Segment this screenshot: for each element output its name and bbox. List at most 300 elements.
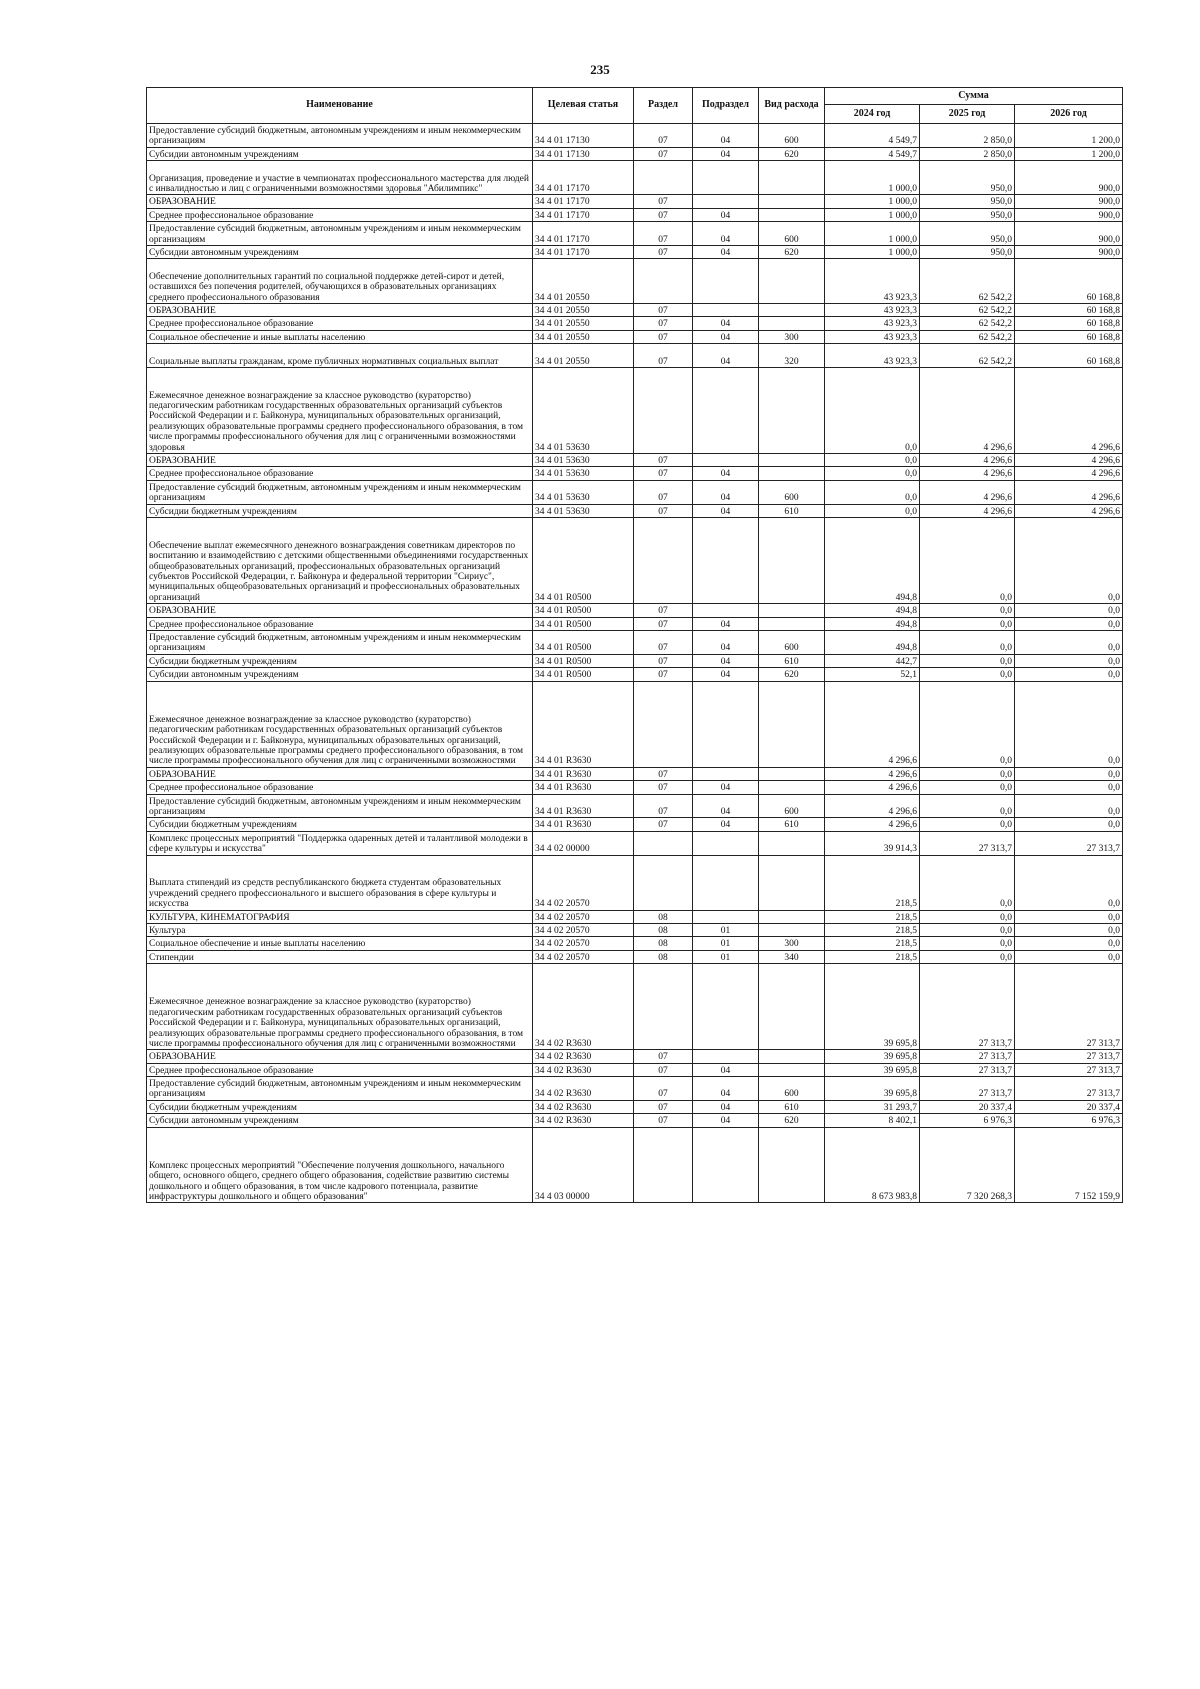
row-sum-2025: 0,0: [920, 767, 1015, 780]
row-target-article: 34 4 01 20550: [533, 344, 634, 368]
row-subsection: 04: [693, 631, 759, 655]
row-sum-2026: 4 296,6: [1015, 367, 1123, 453]
row-section: 07: [634, 1063, 693, 1076]
row-sum-2024: 4 296,6: [825, 818, 920, 831]
row-sum-2026: 0,0: [1015, 910, 1123, 923]
row-target-article: 34 4 01 R0500: [533, 668, 634, 681]
row-section: 07: [634, 654, 693, 667]
header-section: Раздел: [634, 88, 693, 124]
row-section: 07: [634, 781, 693, 794]
row-target-article: 34 4 01 17130: [533, 147, 634, 160]
row-subsection: 04: [693, 222, 759, 246]
row-target-article: 34 4 02 R3630: [533, 1063, 634, 1076]
row-sum-2025: 62 542,2: [920, 303, 1015, 316]
row-target-article: 34 4 01 R3630: [533, 681, 634, 767]
row-sum-2024: 0,0: [825, 367, 920, 453]
table-row: [147, 617, 1123, 630]
row-expense-type: 610: [759, 818, 825, 831]
row-sum-2024: 494,8: [825, 518, 920, 604]
row-sum-2025: 950,0: [920, 161, 1015, 195]
row-sum-2026: 0,0: [1015, 767, 1123, 780]
row-section: 07: [634, 467, 693, 480]
row-sum-2026: 0,0: [1015, 855, 1123, 910]
row-subsection: 04: [693, 781, 759, 794]
row-name: Комплекс процессных мероприятий "Обеспечение получения дошкольного, начального общего, основного общего, среднего общего образования, содействие развитию системы дошкольного и общего образования, в том числе кадрового потенциала, развитие инфраструктуры дошкольного и общего образования": [147, 1127, 533, 1203]
row-sum-2025: 950,0: [920, 208, 1015, 221]
row-target-article: 34 4 01 53630: [533, 504, 634, 517]
row-sum-2026: 0,0: [1015, 654, 1123, 667]
row-target-article: 34 4 01 R3630: [533, 781, 634, 794]
table-row: [147, 303, 1123, 316]
table-row: [147, 367, 1123, 453]
row-name: Ежемесячное денежное вознаграждение за классное руководство (кураторство) педагогическим работникам государственных образовательных организаций субъектов Российской Федерации и г. Байконура, муниципальных образовательных организаций, реализующих образовательные программы среднего профессионального образования, в том числе программы профессионального обучения для лиц с ограниченными возможностями здоровья: [147, 367, 533, 453]
row-target-article: 34 4 02 20570: [533, 855, 634, 910]
table-row: [147, 781, 1123, 794]
row-target-article: 34 4 02 20570: [533, 923, 634, 936]
row-sum-2026: 0,0: [1015, 923, 1123, 936]
row-name: Обеспечение дополнительных гарантий по социальной поддержке детей-сирот и детей, оставшихся без попечения родителей, обучающихся в образовательных организациях среднего профессионального образования: [147, 259, 533, 304]
row-sum-2025: 4 296,6: [920, 504, 1015, 517]
row-sum-2024: 4 549,7: [825, 124, 920, 148]
row-sum-2024: 43 923,3: [825, 344, 920, 368]
row-sum-2025: 0,0: [920, 604, 1015, 617]
row-sum-2026: 0,0: [1015, 818, 1123, 831]
row-sum-2024: 1 000,0: [825, 161, 920, 195]
row-name: ОБРАЗОВАНИЕ: [147, 1050, 533, 1063]
row-subsection: 04: [693, 818, 759, 831]
row-sum-2026: 900,0: [1015, 161, 1123, 195]
row-sum-2025: 950,0: [920, 222, 1015, 246]
row-expense-type: [759, 208, 825, 221]
row-name: Среднее профессиональное образование: [147, 617, 533, 630]
row-name: Субсидии бюджетным учреждениям: [147, 504, 533, 517]
table-row: [147, 1100, 1123, 1113]
row-expense-type: 620: [759, 147, 825, 160]
row-target-article: 34 4 01 R3630: [533, 818, 634, 831]
row-section: 07: [634, 147, 693, 160]
table-row: [147, 831, 1123, 855]
row-sum-2026: 0,0: [1015, 631, 1123, 655]
row-name: Стипендии: [147, 950, 533, 963]
row-name: Ежемесячное денежное вознаграждение за классное руководство (кураторство) педагогическим работникам государственных образовательных организаций субъектов Российской Федерации и г. Байконура, муниципальных образовательных организаций, реализующих образовательные программы среднего профессионального образования, в том числе программы профессионального обучения для лиц с ограниченными возможностями: [147, 964, 533, 1050]
row-subsection: [693, 1127, 759, 1203]
row-sum-2024: 0,0: [825, 504, 920, 517]
row-sum-2024: 218,5: [825, 923, 920, 936]
row-expense-type: [759, 831, 825, 855]
row-subsection: 04: [693, 147, 759, 160]
row-sum-2025: 0,0: [920, 950, 1015, 963]
row-section: 07: [634, 195, 693, 208]
row-sum-2024: 8 673 983,8: [825, 1127, 920, 1203]
row-sum-2025: 0,0: [920, 668, 1015, 681]
row-section: 08: [634, 923, 693, 936]
row-expense-type: [759, 195, 825, 208]
row-section: 08: [634, 950, 693, 963]
row-sum-2024: 494,8: [825, 604, 920, 617]
row-name: ОБРАЗОВАНИЕ: [147, 454, 533, 467]
row-section: 07: [634, 1077, 693, 1101]
row-target-article: 34 4 02 20570: [533, 937, 634, 950]
row-expense-type: 610: [759, 1100, 825, 1113]
row-sum-2026: 27 313,7: [1015, 964, 1123, 1050]
row-expense-type: [759, 923, 825, 936]
row-expense-type: 600: [759, 124, 825, 148]
table-row: [147, 208, 1123, 221]
table-row: [147, 317, 1123, 330]
row-section: 07: [634, 480, 693, 504]
row-sum-2026: 7 152 159,9: [1015, 1127, 1123, 1203]
row-section: [634, 367, 693, 453]
row-expense-type: [759, 910, 825, 923]
header-expense-type: Вид расхода: [759, 88, 825, 124]
row-subsection: [693, 1050, 759, 1063]
row-expense-type: [759, 303, 825, 316]
row-sum-2026: 0,0: [1015, 950, 1123, 963]
row-name: ОБРАЗОВАНИЕ: [147, 767, 533, 780]
row-subsection: 04: [693, 344, 759, 368]
row-expense-type: 600: [759, 480, 825, 504]
row-sum-2024: 1 000,0: [825, 222, 920, 246]
row-expense-type: [759, 964, 825, 1050]
row-sum-2025: 0,0: [920, 781, 1015, 794]
row-target-article: 34 4 03 00000: [533, 1127, 634, 1203]
row-name: Среднее профессиональное образование: [147, 208, 533, 221]
row-section: [634, 964, 693, 1050]
row-name: Среднее профессиональное образование: [147, 317, 533, 330]
row-section: 08: [634, 910, 693, 923]
row-target-article: 34 4 01 53630: [533, 480, 634, 504]
row-sum-2025: 4 296,6: [920, 480, 1015, 504]
table-row: [147, 344, 1123, 368]
row-target-article: 34 4 01 17170: [533, 161, 634, 195]
row-name: ОБРАЗОВАНИЕ: [147, 604, 533, 617]
row-expense-type: [759, 617, 825, 630]
row-sum-2025: 27 313,7: [920, 1050, 1015, 1063]
row-expense-type: 340: [759, 950, 825, 963]
row-section: [634, 161, 693, 195]
row-sum-2025: 4 296,6: [920, 467, 1015, 480]
row-sum-2026: 27 313,7: [1015, 1077, 1123, 1101]
row-section: [634, 518, 693, 604]
row-sum-2025: 950,0: [920, 195, 1015, 208]
row-expense-type: 320: [759, 344, 825, 368]
row-subsection: [693, 195, 759, 208]
row-sum-2024: 52,1: [825, 668, 920, 681]
row-section: [634, 831, 693, 855]
row-sum-2024: 1 000,0: [825, 208, 920, 221]
row-subsection: 04: [693, 617, 759, 630]
row-sum-2025: 0,0: [920, 910, 1015, 923]
row-sum-2024: 31 293,7: [825, 1100, 920, 1113]
row-expense-type: [759, 781, 825, 794]
row-sum-2026: 20 337,4: [1015, 1100, 1123, 1113]
row-expense-type: [759, 259, 825, 304]
row-sum-2025: 0,0: [920, 818, 1015, 831]
row-sum-2024: 0,0: [825, 454, 920, 467]
row-target-article: 34 4 01 R3630: [533, 794, 634, 818]
table-row: [147, 1050, 1123, 1063]
row-name: ОБРАЗОВАНИЕ: [147, 195, 533, 208]
row-name: Предоставление субсидий бюджетным, автономным учреждениям и иным некоммерческим организациям: [147, 794, 533, 818]
budget-table: [146, 87, 1123, 1203]
row-subsection: 04: [693, 668, 759, 681]
table-row: [147, 454, 1123, 467]
row-section: [634, 855, 693, 910]
row-sum-2025: 2 850,0: [920, 147, 1015, 160]
row-name: Комплекс процессных мероприятий "Поддержка одаренных детей и талантливой молодежи в сфере культуры и искусства": [147, 831, 533, 855]
row-subsection: 01: [693, 937, 759, 950]
row-section: 07: [634, 631, 693, 655]
row-sum-2025: 27 313,7: [920, 831, 1015, 855]
row-sum-2024: 442,7: [825, 654, 920, 667]
row-section: 07: [634, 124, 693, 148]
row-section: 07: [634, 794, 693, 818]
row-target-article: 34 4 01 20550: [533, 303, 634, 316]
row-sum-2025: 0,0: [920, 631, 1015, 655]
row-sum-2024: 218,5: [825, 855, 920, 910]
row-expense-type: [759, 454, 825, 467]
row-subsection: [693, 767, 759, 780]
row-sum-2026: 4 296,6: [1015, 454, 1123, 467]
row-subsection: 04: [693, 467, 759, 480]
row-sum-2026: 27 313,7: [1015, 1063, 1123, 1076]
table-row: [147, 937, 1123, 950]
page-number: 235: [590, 62, 610, 77]
row-section: [634, 259, 693, 304]
row-name: Среднее профессиональное образование: [147, 781, 533, 794]
row-name: Среднее профессиональное образование: [147, 467, 533, 480]
row-section: 07: [634, 1100, 693, 1113]
row-sum-2026: 900,0: [1015, 245, 1123, 258]
row-sum-2024: 4 296,6: [825, 781, 920, 794]
row-section: [634, 681, 693, 767]
row-name: Предоставление субсидий бюджетным, автономным учреждениям и иным некоммерческим организациям: [147, 222, 533, 246]
row-sum-2026: 0,0: [1015, 937, 1123, 950]
row-sum-2025: 0,0: [920, 654, 1015, 667]
row-expense-type: [759, 467, 825, 480]
row-name: Субсидии бюджетным учреждениям: [147, 818, 533, 831]
row-sum-2024: 0,0: [825, 480, 920, 504]
row-sum-2026: 0,0: [1015, 781, 1123, 794]
row-sum-2025: 0,0: [920, 681, 1015, 767]
row-target-article: 34 4 01 R0500: [533, 631, 634, 655]
row-sum-2024: 8 402,1: [825, 1114, 920, 1127]
row-subsection: [693, 831, 759, 855]
row-subsection: [693, 303, 759, 316]
row-expense-type: 300: [759, 330, 825, 343]
row-name: Культура: [147, 923, 533, 936]
row-target-article: 34 4 01 R0500: [533, 654, 634, 667]
row-target-article: 34 4 02 R3630: [533, 1077, 634, 1101]
row-sum-2026: 900,0: [1015, 208, 1123, 221]
row-sum-2025: 0,0: [920, 617, 1015, 630]
row-sum-2024: 39 695,8: [825, 1063, 920, 1076]
row-target-article: 34 4 01 20550: [533, 330, 634, 343]
table-row: [147, 950, 1123, 963]
row-subsection: 04: [693, 1063, 759, 1076]
row-sum-2026: 4 296,6: [1015, 504, 1123, 517]
table-row: [147, 518, 1123, 604]
table-row: [147, 964, 1123, 1050]
row-section: 07: [634, 317, 693, 330]
row-sum-2024: 39 914,3: [825, 831, 920, 855]
row-name: КУЛЬТУРА, КИНЕМАТОГРАФИЯ: [147, 910, 533, 923]
row-sum-2026: 6 976,3: [1015, 1114, 1123, 1127]
row-sum-2025: 27 313,7: [920, 1063, 1015, 1076]
row-sum-2026: 60 168,8: [1015, 259, 1123, 304]
row-section: 07: [634, 1050, 693, 1063]
row-subsection: 04: [693, 1100, 759, 1113]
row-sum-2025: 20 337,4: [920, 1100, 1015, 1113]
header-2026: 2026 год: [1015, 105, 1123, 124]
row-target-article: 34 4 01 53630: [533, 367, 634, 453]
row-subsection: [693, 161, 759, 195]
table-row: [147, 1077, 1123, 1101]
row-sum-2025: 0,0: [920, 794, 1015, 818]
row-sum-2024: 218,5: [825, 937, 920, 950]
row-sum-2025: 4 296,6: [920, 454, 1015, 467]
row-subsection: 04: [693, 504, 759, 517]
header-sum: Сумма: [825, 88, 1123, 105]
table-row: [147, 855, 1123, 910]
row-subsection: [693, 367, 759, 453]
row-name: Предоставление субсидий бюджетным, автономным учреждениям и иным некоммерческим организациям: [147, 1077, 533, 1101]
row-subsection: 01: [693, 923, 759, 936]
row-name: ОБРАЗОВАНИЕ: [147, 303, 533, 316]
table-row: [147, 467, 1123, 480]
header-2025: 2025 год: [920, 105, 1015, 124]
row-name: Социальное обеспечение и иные выплаты населению: [147, 330, 533, 343]
row-subsection: [693, 855, 759, 910]
table-row: [147, 654, 1123, 667]
row-sum-2025: 0,0: [920, 855, 1015, 910]
row-sum-2025: 0,0: [920, 937, 1015, 950]
table-row: [147, 681, 1123, 767]
row-name: Предоставление субсидий бюджетным, автономным учреждениям и иным некоммерческим организациям: [147, 631, 533, 655]
row-subsection: 04: [693, 124, 759, 148]
row-sum-2024: 39 695,8: [825, 964, 920, 1050]
row-subsection: 04: [693, 317, 759, 330]
row-expense-type: [759, 604, 825, 617]
header-name: Наименование: [147, 88, 533, 124]
table-row: [147, 767, 1123, 780]
row-section: 07: [634, 504, 693, 517]
row-sum-2024: 4 296,6: [825, 767, 920, 780]
row-sum-2026: 4 296,6: [1015, 467, 1123, 480]
row-sum-2025: 0,0: [920, 923, 1015, 936]
row-sum-2026: 27 313,7: [1015, 1050, 1123, 1063]
row-target-article: 34 4 02 R3630: [533, 1114, 634, 1127]
table-row: [147, 259, 1123, 304]
row-expense-type: [759, 367, 825, 453]
row-sum-2024: 43 923,3: [825, 259, 920, 304]
row-name: Социальные выплаты гражданам, кроме публичных нормативных социальных выплат: [147, 344, 533, 368]
row-sum-2024: 1 000,0: [825, 195, 920, 208]
header-2024: 2024 год: [825, 105, 920, 124]
row-sum-2025: 7 320 268,3: [920, 1127, 1015, 1203]
row-subsection: 04: [693, 208, 759, 221]
row-sum-2026: 0,0: [1015, 604, 1123, 617]
row-sum-2024: 43 923,3: [825, 303, 920, 316]
table-row: [147, 1114, 1123, 1127]
row-target-article: 34 4 01 R3630: [533, 767, 634, 780]
row-target-article: 34 4 01 53630: [533, 467, 634, 480]
row-expense-type: 620: [759, 668, 825, 681]
row-sum-2026: 0,0: [1015, 518, 1123, 604]
row-subsection: [693, 681, 759, 767]
row-subsection: [693, 518, 759, 604]
row-name: Ежемесячное денежное вознаграждение за классное руководство (кураторство) педагогическим работникам государственных образовательных организаций субъектов Российской Федерации и г. Байконура, муниципальных образовательных организаций, реализующих образовательные программы среднего профессионального образования, в том числе программы профессионального обучения для лиц с ограниченными возможностями: [147, 681, 533, 767]
row-section: 08: [634, 937, 693, 950]
row-expense-type: [759, 1050, 825, 1063]
row-sum-2024: 39 695,8: [825, 1050, 920, 1063]
row-sum-2026: 4 296,6: [1015, 480, 1123, 504]
row-subsection: 04: [693, 654, 759, 667]
row-sum-2026: 60 168,8: [1015, 303, 1123, 316]
table-row: [147, 147, 1123, 160]
row-expense-type: 600: [759, 631, 825, 655]
row-name: Предоставление субсидий бюджетным, автономным учреждениям и иным некоммерческим организациям: [147, 124, 533, 148]
row-sum-2024: 43 923,3: [825, 317, 920, 330]
table-row: [147, 1063, 1123, 1076]
row-subsection: [693, 454, 759, 467]
table-row: [147, 504, 1123, 517]
table-body: [147, 124, 1123, 1203]
row-expense-type: [759, 681, 825, 767]
row-name: Предоставление субсидий бюджетным, автономным учреждениям и иным некоммерческим организациям: [147, 480, 533, 504]
row-target-article: 34 4 01 20550: [533, 317, 634, 330]
row-section: 07: [634, 454, 693, 467]
row-target-article: 34 4 02 20570: [533, 910, 634, 923]
row-expense-type: [759, 317, 825, 330]
row-sum-2025: 6 976,3: [920, 1114, 1015, 1127]
row-target-article: 34 4 02 R3630: [533, 1100, 634, 1113]
row-sum-2026: 0,0: [1015, 617, 1123, 630]
row-target-article: 34 4 01 17170: [533, 245, 634, 258]
table-row: [147, 631, 1123, 655]
row-sum-2025: 950,0: [920, 245, 1015, 258]
row-target-article: 34 4 01 R0500: [533, 518, 634, 604]
row-target-article: 34 4 02 R3630: [533, 1050, 634, 1063]
row-sum-2026: 0,0: [1015, 681, 1123, 767]
row-target-article: 34 4 02 20570: [533, 950, 634, 963]
row-expense-type: 620: [759, 1114, 825, 1127]
row-sum-2026: 60 168,8: [1015, 344, 1123, 368]
row-sum-2024: 0,0: [825, 467, 920, 480]
row-expense-type: [759, 767, 825, 780]
row-sum-2024: 4 549,7: [825, 147, 920, 160]
row-subsection: 04: [693, 480, 759, 504]
row-subsection: 04: [693, 1077, 759, 1101]
row-sum-2025: 0,0: [920, 518, 1015, 604]
row-name: Субсидии бюджетным учреждениям: [147, 654, 533, 667]
row-sum-2026: 0,0: [1015, 794, 1123, 818]
row-subsection: [693, 964, 759, 1050]
row-section: 07: [634, 617, 693, 630]
row-sum-2025: 62 542,2: [920, 259, 1015, 304]
table-row: [147, 818, 1123, 831]
row-section: 07: [634, 303, 693, 316]
row-expense-type: [759, 855, 825, 910]
table-row: [147, 910, 1123, 923]
row-subsection: 01: [693, 950, 759, 963]
table-row: [147, 222, 1123, 246]
row-section: 07: [634, 208, 693, 221]
row-subsection: [693, 910, 759, 923]
row-section: 07: [634, 767, 693, 780]
row-target-article: 34 4 01 17170: [533, 195, 634, 208]
row-target-article: 34 4 01 17170: [533, 222, 634, 246]
